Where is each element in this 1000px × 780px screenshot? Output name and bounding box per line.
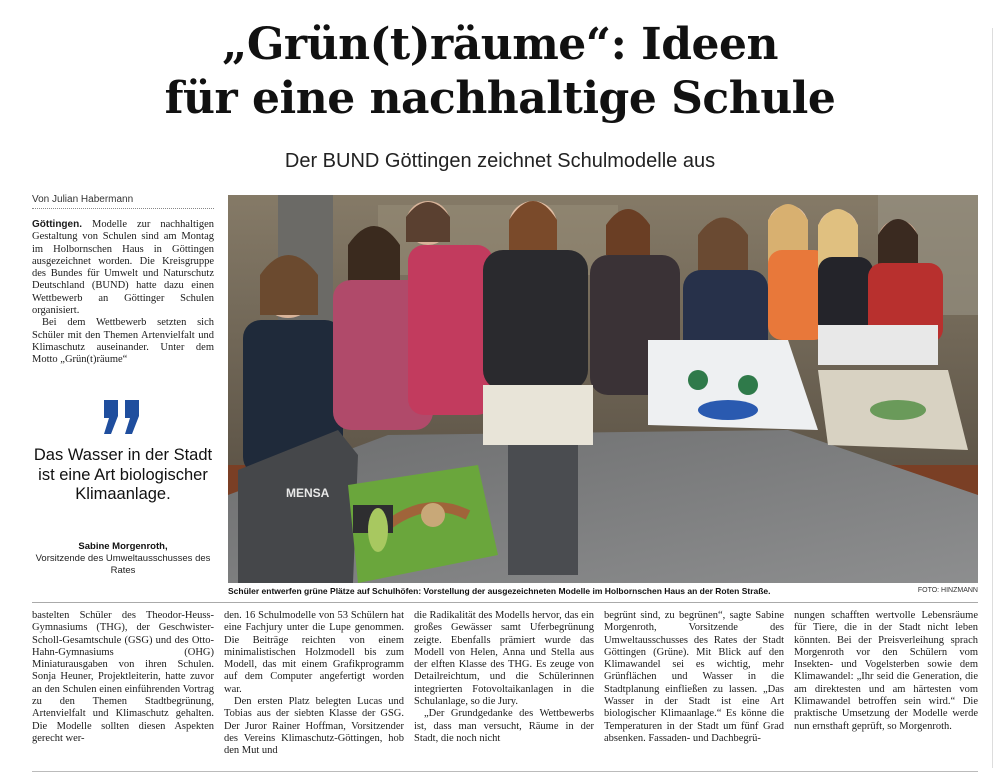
- body-column-1: bastelten Schüler des Theodor-Heuss-Gymnasiums (THG), der Geschwister-Scholl-Gesamtschule (GSG) und des Otto-Hahn-Gymnasiums (OHG) Miniaturausgaben von ihren Schulen. Sonja Heuner, Projektleiterin, hatte zuvor an den Schulen einen einführenden Vortrag zu den Themen Stadtbegrünung, Artenvielfalt und Klimaschutz gehalten. Die Modelle sollten diesen Aspekten gerecht wer-: [32, 610, 214, 744]
- body-column-3-paragraph-2: „Der Grundgedanke des Wettbewerbs ist, dass man versucht, Räume in der Stadt, die noch nicht: [414, 708, 594, 744]
- subheadline: Der BUND Göttingen zeichnet Schulmodelle aus: [284, 150, 716, 172]
- body-column-4: begrünt sind, zu begrünen“, sagte Sabine Morgenroth, Vorsitzende des Umweltausschusses des Rates der Stadt Göttingen (Grüne). Mit Blick auf den Klimawandel sei es wichtig, mehr Grünflächen und Wasser in die Stadtplanung einfließen zu lassen. „Das Wasser in der Stadt ist eine Art biologischer Klimaanlage.“ Es könne die Temperaturen in der Stadt um fünf Grad absenken. Fassaden- und Dachbegrü-: [604, 610, 784, 744]
- dateline-place: Göttingen.: [32, 219, 82, 230]
- intro-column: [32, 219, 214, 367]
- page-bottom-rule: [32, 771, 978, 772]
- model-sign-mensa: MENSA: [286, 486, 330, 500]
- intro-paragraph-1: Modelle zur nachhaltigen Gestaltung von Schulen sind am Montag im Holbornschen Haus in Göttingen ausgezeichnet worden. Die Kreisgruppe des Bundes für Umwelt und Naturschutz Deutschland (BUND) hatte dazu einen Wettbewerb an Göttinger Schulen organisiert.: [32, 219, 214, 317]
- column-top-rule: [32, 602, 978, 603]
- body-column-3: [414, 610, 594, 745]
- headline-line-1: „Grün(t)räume“: Ideen: [222, 19, 778, 70]
- headline: [0, 18, 1000, 126]
- pull-quote-text: Das Wasser in der Stadt ist eine Art biologischer Klimaanlage.: [33, 446, 213, 503]
- page-edge-line: [992, 28, 993, 768]
- byline: Von Julian Habermann: [32, 194, 214, 209]
- photo-caption: Schüler entwerfen grüne Plätze auf Schulhöfen: Vorstellung der ausgezeichneten Modelle im Holbornschen Haus an der Roten Straße.: [228, 586, 771, 596]
- photo-illustration: [228, 195, 978, 583]
- pull-quote-role: Vorsitzende des Umweltausschusses des Rates: [35, 553, 211, 576]
- article-photo: [228, 195, 978, 583]
- body-column-2-paragraph-2: Den ersten Platz belegten Lucas und Tobias aus der siebten Klasse der GSG. Der Juror Rainer Hoffman, Vorsitzender des Vereins Klimaschutz-Göttingen, hob den Mut und: [224, 696, 404, 757]
- pull-quote-name: Sabine Morgenroth,: [78, 541, 168, 552]
- photo-credit: FOTO: HINZMANN: [917, 587, 978, 594]
- quotation-marks-icon: [100, 398, 144, 438]
- intro-paragraph-2: Bei dem Wettbewerb setzten sich Schüler mit den Themen Artenvielfalt und Klimaschutz auseinander. Unter dem Motto „Grün(t)räume“: [32, 317, 214, 366]
- headline-line-2: für eine nachhaltige Schule: [164, 73, 836, 124]
- body-column-2: [224, 610, 404, 758]
- body-column-2-paragraph-1: den. 16 Schulmodelle von 53 Schülern hat eine Fachjury unter die Lupe genommen. Die Beiträge reichten von einem minimalistischen Holzmodell bis zum Modell, das mit einem Grafikprogramm auf dem Computer angefertigt worden war.: [224, 610, 404, 695]
- body-column-3-paragraph-1: die Radikalität des Modells hervor, das ein großes Gewässer samt Uferbegrünung zeigte. Ebenfalls prämiert wurde das Modell von Helen, Anna und Stella aus der elften Klasse des THG. Es zeuge von Detailreichtum, und die Schülerinnen integrierten Fotovoltaikanlagen in die Schulanlage, so die Jury.: [414, 610, 594, 708]
- body-column-5: nungen schafften wertvolle Lebensräume für Tiere, die in der Stadt nicht leben könnten. Bei der Preisverleihung sprach Morgenroth vor den Schülern vom Insekten- und Vogelsterben sowie dem Klimawandel: „Ihr seid die Generation, die am direktesten und am härtesten vom Klimawandel betroffen sein wird.“ Die praktische Umsetzung der Modelle werde nun ernsthaft geprüft, so Morgenroth.: [794, 610, 978, 732]
